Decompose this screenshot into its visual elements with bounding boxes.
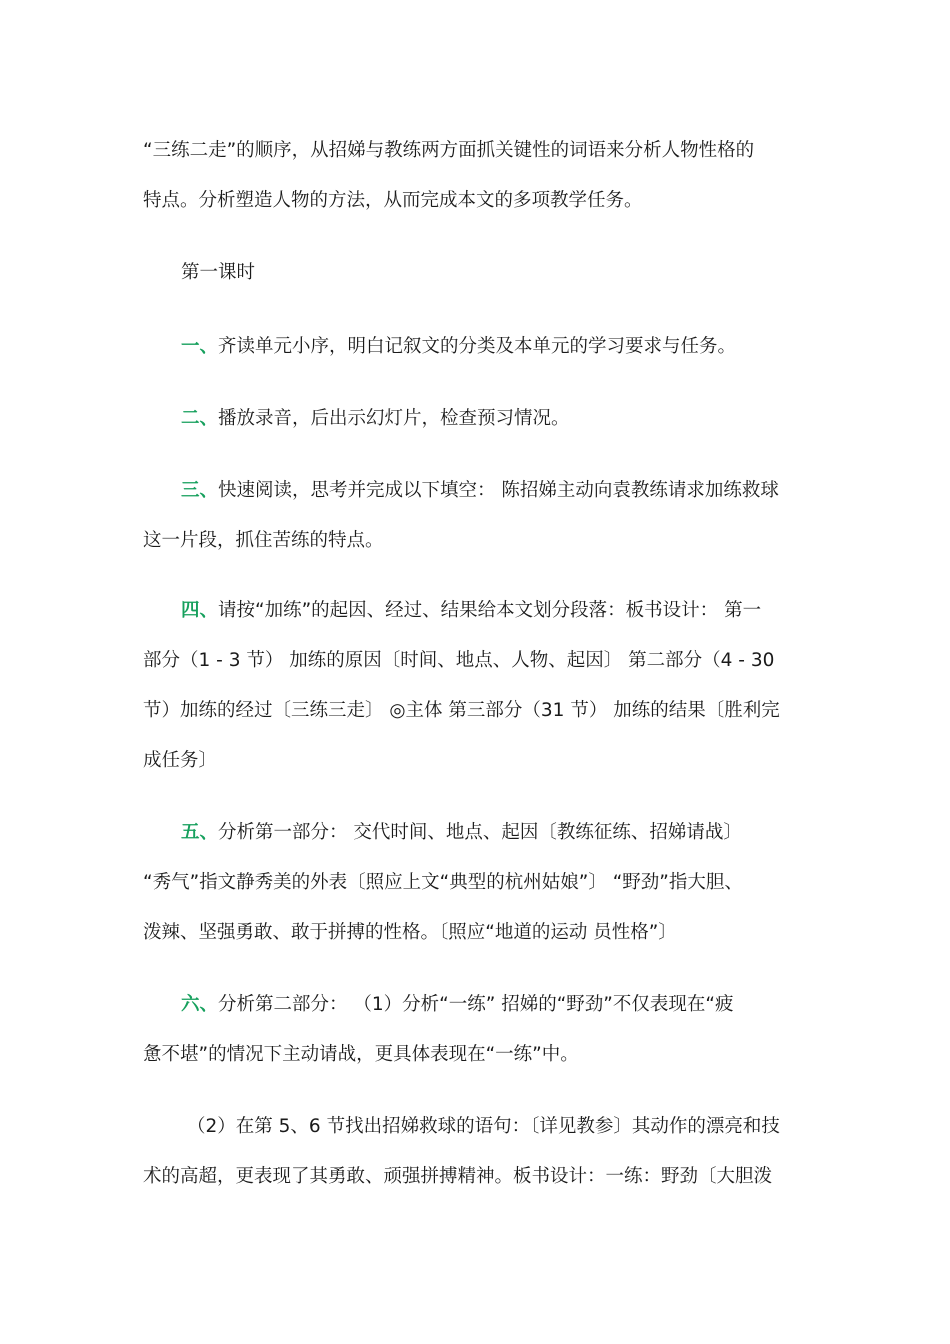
paragraph-line: 成任务〕 bbox=[143, 750, 218, 771]
step-text: 齐读单元小序，明白记叙文的分类及本单元的学习要求与任务。 bbox=[218, 336, 737, 357]
step-two bbox=[143, 394, 815, 444]
paragraph-line: 节）加练的经过〔三练三走〕 ◎主体 第三部分（31 节） 加练的结果〔胜利完 bbox=[143, 700, 780, 721]
paragraph-line: “秀气”指文静秀美的外表〔照应上文“典型的杭州姑娘”〕 “野劲”指大胆、 bbox=[143, 872, 743, 893]
paragraph-line: 惫不堪”的情况下主动请战，更具体表现在“一练”中。 bbox=[143, 1044, 579, 1065]
step-number: 五、 bbox=[181, 822, 219, 843]
step-five bbox=[143, 808, 815, 958]
step-text: 请按“加练”的起因、经过、结果给本文划分段落：板书设计： 第一 bbox=[218, 600, 762, 621]
step-number: 六、 bbox=[181, 994, 219, 1015]
step-number: 三、 bbox=[181, 480, 219, 501]
step-text: 快速阅读，思考并完成以下填空： 陈招娣主动向袁教练请求加练救球 bbox=[218, 480, 779, 501]
paragraph-line: “三练二走”的顺序，从招娣与教练两方面抓关键性的词语来分析人物性格的 bbox=[143, 140, 755, 161]
step-text: 分析第二部分： （1）分析“一练” 招娣的“野劲”不仅表现在“疲 bbox=[218, 994, 734, 1015]
step-one bbox=[143, 322, 815, 372]
step-number: 四、 bbox=[181, 600, 219, 621]
step-four bbox=[143, 586, 815, 786]
lesson-heading-block bbox=[143, 248, 815, 298]
paragraph-line: 部分（1 - 3 节） 加练的原因〔时间、地点、人物、起因〕 第二部分（4 - 30 bbox=[143, 650, 775, 671]
step-six bbox=[143, 980, 815, 1080]
paragraph-line: 特点。分析塑造人物的方法，从而完成本文的多项教学任务。 bbox=[143, 190, 643, 211]
step-three bbox=[143, 466, 815, 566]
intro-paragraph bbox=[143, 126, 815, 226]
step-text: 播放录音，后出示幻灯片，检查预习情况。 bbox=[218, 408, 570, 429]
paragraph-line: 这一片段，抓住苦练的特点。 bbox=[143, 530, 384, 551]
paragraph-line: 泼辣、坚强勇敢、敢于拼搏的性格。〔照应“地道的运动 员性格”〕 bbox=[143, 922, 677, 943]
step-text: 分析第一部分： 交代时间、地点、起因〔教练征练、招娣请战〕 bbox=[218, 822, 742, 843]
paragraph-line: （2）在第 5、6 节找出招娣救球的语句：〔详见教参〕其动作的漂亮和技 bbox=[187, 1116, 780, 1137]
paragraph-line: 术的高超，更表现了其勇敢、顽强拼搏精神。板书设计：一练：野劲〔大胆泼 bbox=[143, 1166, 773, 1187]
sub-point-two bbox=[143, 1102, 815, 1202]
step-number: 一、 bbox=[181, 336, 219, 357]
lesson-heading: 第一课时 bbox=[181, 262, 256, 283]
step-number: 二、 bbox=[181, 408, 219, 429]
